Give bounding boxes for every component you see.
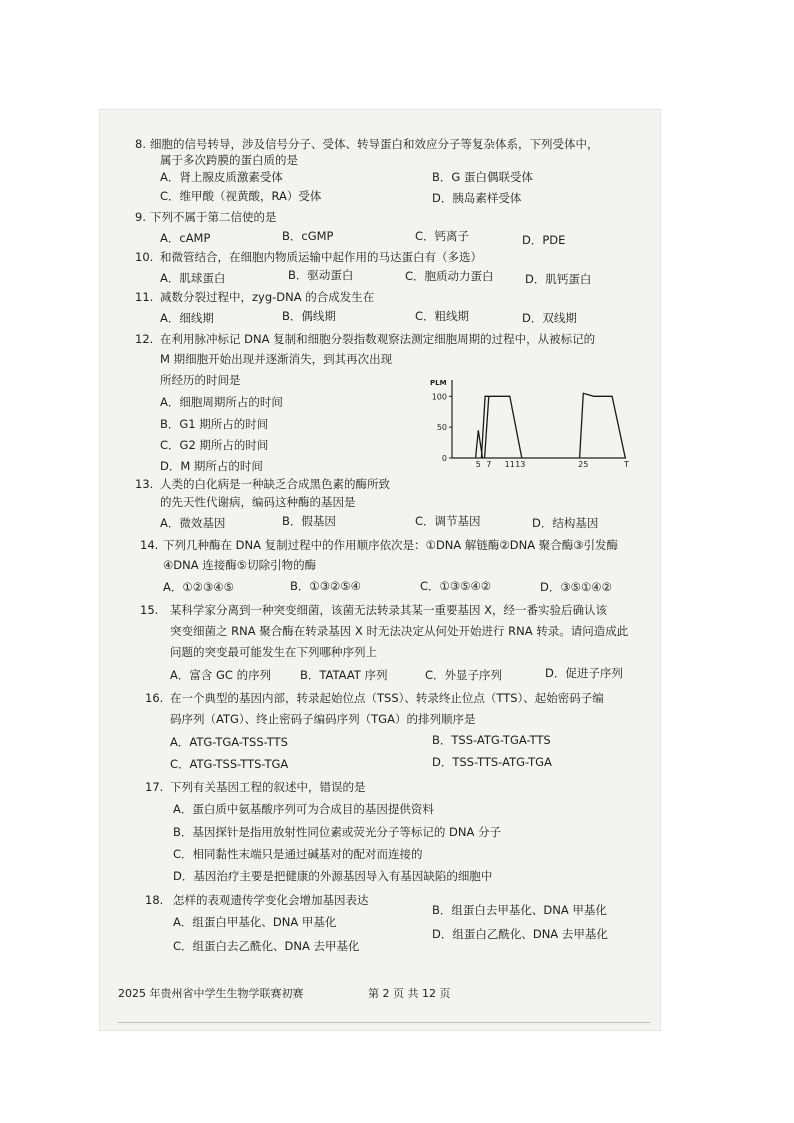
question-15-text-3: 问题的突变最可能发生在下列哪种序列上 <box>170 645 377 659</box>
question-15-option-c: C．外显子序列 <box>425 668 503 682</box>
chart-labels <box>430 379 629 468</box>
chart-x-tick-label: 11 <box>504 460 515 468</box>
question-17-number: 17. <box>145 780 164 794</box>
plm-chart <box>418 376 634 468</box>
question-13-option-a: A．微效基因 <box>160 516 226 530</box>
question-15-option-b: B．TATAAT 序列 <box>300 668 388 682</box>
question-9-number: 9. <box>135 210 146 224</box>
question-14-text-1: 下列几种酶在 DNA 复制过程中的作用顺序依次是：①DNA 解链酶②DNA 聚合酶③引发酶 <box>163 538 619 552</box>
question-8-text-1: 细胞的信号转导，涉及信号分子、受体、转导蛋白和效应分子等复杂体系，下列受体中， <box>150 137 599 151</box>
question-13-text-1: 人类的白化病是一种缺乏合成黑色素的酶所致 <box>160 477 390 491</box>
question-11-option-d: D．双线期 <box>522 311 577 325</box>
question-16-option-b: B．TSS-ATG-TGA-TTS <box>432 733 551 747</box>
chart-series-line-2 <box>481 396 521 458</box>
question-11-number: 11. <box>135 290 154 304</box>
question-17-option-a: A．蛋白质中氨基酸序列可为合成目的基因提供资料 <box>173 802 434 816</box>
question-10-text: 和微管结合，在细胞内物质运输中起作用的马达蛋白有（多选） <box>160 250 482 264</box>
question-12-option-c: C．G2 期所占的时间 <box>160 438 269 452</box>
question-16-option-a: A．ATG-TGA-TSS-TTS <box>170 735 288 749</box>
question-12-text-2: M 期细胞开始出现并逐渐消失，到其再次出现 <box>160 352 393 366</box>
question-12-option-d: D．M 期所占的时间 <box>160 459 263 473</box>
question-13-option-d: D．结构基因 <box>532 516 599 530</box>
question-16-text-1: 在一个典型的基因内部，转录起始位点（TSS）、转录终止位点（TTS）、起始密码子编 <box>170 691 604 705</box>
question-10-number: 10. <box>135 250 154 264</box>
question-9-option-b: B．cGMP <box>282 229 334 243</box>
bottom-rule <box>118 1022 650 1023</box>
question-14-text-2: ④DNA 连接酶⑤切除引物的酶 <box>163 558 317 572</box>
question-17-option-b: B．基因探针是指用放射性同位素或荧光分子等标记的 DNA 分子 <box>173 825 502 839</box>
question-18-option-d: D．组蛋白乙酰化、DNA 去甲基化 <box>432 927 608 941</box>
question-17-option-c: C．相同黏性末端只是通过碱基对的配对而连接的 <box>173 847 423 861</box>
question-8-option-a: A．肾上腺皮质激素受体 <box>160 170 283 184</box>
question-14-number: 14. <box>140 538 159 552</box>
footer-exam-title: 2025 年贵州省中学生生物学联赛初赛 <box>118 987 304 1000</box>
question-11-text: 减数分裂过程中，zyg-DNA 的合成发生在 <box>160 290 375 304</box>
question-18-option-a: A．组蛋白甲基化、DNA 甲基化 <box>173 915 337 929</box>
chart-x-axis-label: T <box>624 460 629 468</box>
question-8-option-d: D．胰岛素样受体 <box>432 191 522 205</box>
question-16-number: 16. <box>145 691 164 705</box>
question-13-text-2: 的先天性代谢病，编码这种酶的基因是 <box>160 495 356 509</box>
chart-x-tick-label: 7 <box>486 460 492 468</box>
question-12-number: 12. <box>135 332 154 346</box>
chart-series-line-4 <box>580 393 626 458</box>
question-11-option-c: C．粗线期 <box>415 309 470 323</box>
question-13-option-c: C．调节基因 <box>415 514 481 528</box>
question-10-option-b: B．驱动蛋白 <box>288 268 354 282</box>
question-16-option-d: D．TSS-TTS-ATG-TGA <box>432 755 552 769</box>
question-12-text-1: 在利用脉冲标记 DNA 复制和细胞分裂指数观察法测定细胞周期的过程中，从被标记的 <box>160 332 596 346</box>
chart-x-tick-label: 25 <box>578 460 589 468</box>
question-8-option-b: B．G 蛋白偶联受体 <box>432 170 533 184</box>
chart-y-tick-label: 100 <box>431 392 447 402</box>
chart-y-axis-label: PLM <box>430 379 447 387</box>
question-16-text-2: 码序列（ATG）、终止密码子编码序列（TGA）的排列顺序是 <box>170 712 476 726</box>
question-12-option-b: B．G1 期所占的时间 <box>160 417 269 431</box>
question-16-option-c: C．ATG-TSS-TTS-TGA <box>170 757 289 771</box>
question-9-option-d: D．PDE <box>522 233 566 247</box>
question-17-option-d: D．基因治疗主要是把健康的外源基因导入有基因缺陷的细胞中 <box>173 869 493 883</box>
question-8-number: 8. <box>135 137 146 151</box>
question-10-option-c: C．胞质动力蛋白 <box>405 269 494 283</box>
question-14-option-c: C．①③⑤④② <box>420 579 492 593</box>
question-18-text: 怎样的表观遗传学变化会增加基因表达 <box>173 893 369 907</box>
footer-page-number: 第 2 页 共 12 页 <box>368 987 451 1000</box>
question-10-option-d: D．肌钙蛋白 <box>525 272 592 286</box>
question-11-option-a: A．细线期 <box>160 311 214 325</box>
chart-x-tick-label: 5 <box>475 460 481 468</box>
question-14-option-d: D．③⑤①④② <box>540 580 612 594</box>
chart-axes <box>449 380 626 458</box>
chart-x-tick-label: 13 <box>515 460 526 468</box>
question-10-option-a: A．肌球蛋白 <box>160 271 226 285</box>
question-9-option-a: A．cAMP <box>160 231 211 245</box>
question-11-option-b: B．偶线期 <box>282 309 336 323</box>
question-14-option-a: A．①②③④⑤ <box>163 580 234 594</box>
question-14-option-b: B．①③②⑤④ <box>290 579 361 593</box>
question-13-option-b: B．假基因 <box>282 514 336 528</box>
question-15-text-1: 某科学家分离到一种突变细菌，该菌无法转录其某一重要基因 X，经一番实验后确认该 <box>170 603 608 617</box>
question-17-text: 下列有关基因工程的叙述中，错误的是 <box>170 780 366 794</box>
chart-y-tick-label: 0 <box>441 454 447 463</box>
chart-series-line-3 <box>485 396 489 458</box>
question-8-option-c: C．维甲酸（视黄酸，RA）受体 <box>160 189 322 203</box>
question-8-text-2: 属于多次跨膜的蛋白质的是 <box>160 153 298 167</box>
question-12-option-a: A．细胞周期所占的时间 <box>160 395 283 409</box>
chart-lines <box>476 393 626 458</box>
question-15-option-a: A．富含 GC 的序列 <box>170 668 272 682</box>
question-9-option-c: C．钙离子 <box>415 229 470 243</box>
question-18-option-c: C．组蛋白去乙酰化、DNA 去甲基化 <box>173 939 360 953</box>
chart-y-tick-label: 50 <box>436 423 447 433</box>
question-13-number: 13. <box>135 477 154 491</box>
question-18-option-b: B．组蛋白去甲基化、DNA 甲基化 <box>432 903 607 917</box>
question-15-text-2: 突变细菌之 RNA 聚合酶在转录基因 X 时无法决定从何处开始进行 RNA 转录。请问造成此 <box>170 624 629 638</box>
question-15-number: 15. <box>140 603 159 617</box>
question-18-number: 18. <box>145 893 164 907</box>
question-15-option-d: D．促进子序列 <box>545 666 623 680</box>
question-12-text-3: 所经历的时间是 <box>160 373 241 387</box>
question-9-text: 下列不属于第二信使的是 <box>150 210 277 224</box>
